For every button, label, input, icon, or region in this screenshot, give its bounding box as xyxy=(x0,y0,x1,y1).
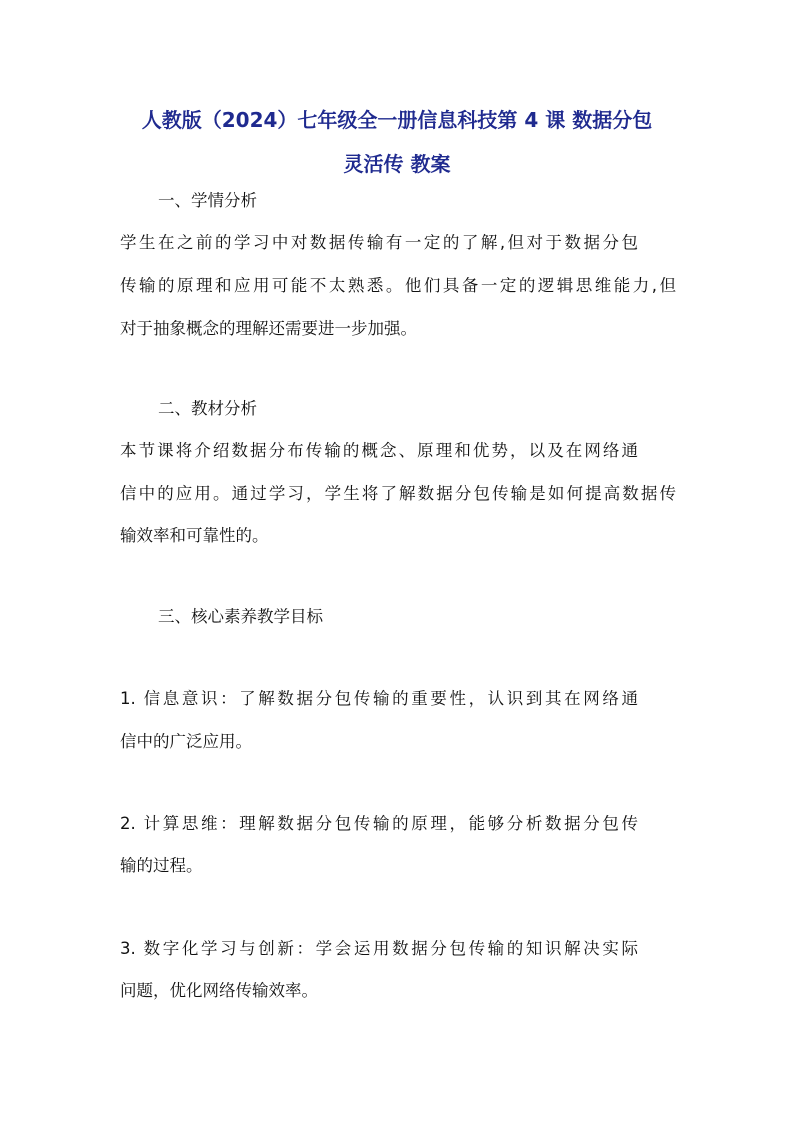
paragraph-line: 传输的原理和应用可能不太熟悉。他们具备一定的逻辑思维能力,但 xyxy=(120,276,676,295)
paragraph-line: 对于抽象概念的理解还需要进一步加强。 xyxy=(120,319,417,338)
document-title-line-2: 灵活传 教案 xyxy=(343,152,451,176)
goal-item-line: 信中的广泛应用。 xyxy=(120,732,252,751)
paragraph-line: 输效率和可靠性的。 xyxy=(120,526,269,545)
section-heading-textbook-analysis: 二、教材分析 xyxy=(158,399,257,418)
goal-item-line: 1. 信息意识：了解数据分包传输的重要性，认识到其在网络通 xyxy=(120,689,638,708)
section-heading-learner-analysis: 一、学情分析 xyxy=(158,191,257,210)
goal-item-line: 2. 计算思维：理解数据分包传输的原理，能够分析数据分包传 xyxy=(120,814,638,833)
goal-item-line: 3. 数字化学习与创新：学会运用数据分包传输的知识解决实际 xyxy=(120,939,638,958)
paragraph-line: 学生在之前的学习中对数据传输有一定的了解,但对于数据分包 xyxy=(120,233,638,252)
section-heading-core-literacy-goals: 三、核心素养教学目标 xyxy=(158,607,323,626)
goal-item-line: 输的过程。 xyxy=(120,856,203,875)
goal-item-line: 问题，优化网络传输效率。 xyxy=(120,981,318,1000)
document-title-line-1: 人教版（2024）七年级全一册信息科技第 4 课 数据分包 xyxy=(141,108,653,132)
paragraph-line: 本节课将介绍数据分布传输的概念、原理和优势，以及在网络通 xyxy=(120,441,638,460)
paragraph-line: 信中的应用。通过学习，学生将了解数据分包传输是如何提高数据传 xyxy=(120,484,676,503)
